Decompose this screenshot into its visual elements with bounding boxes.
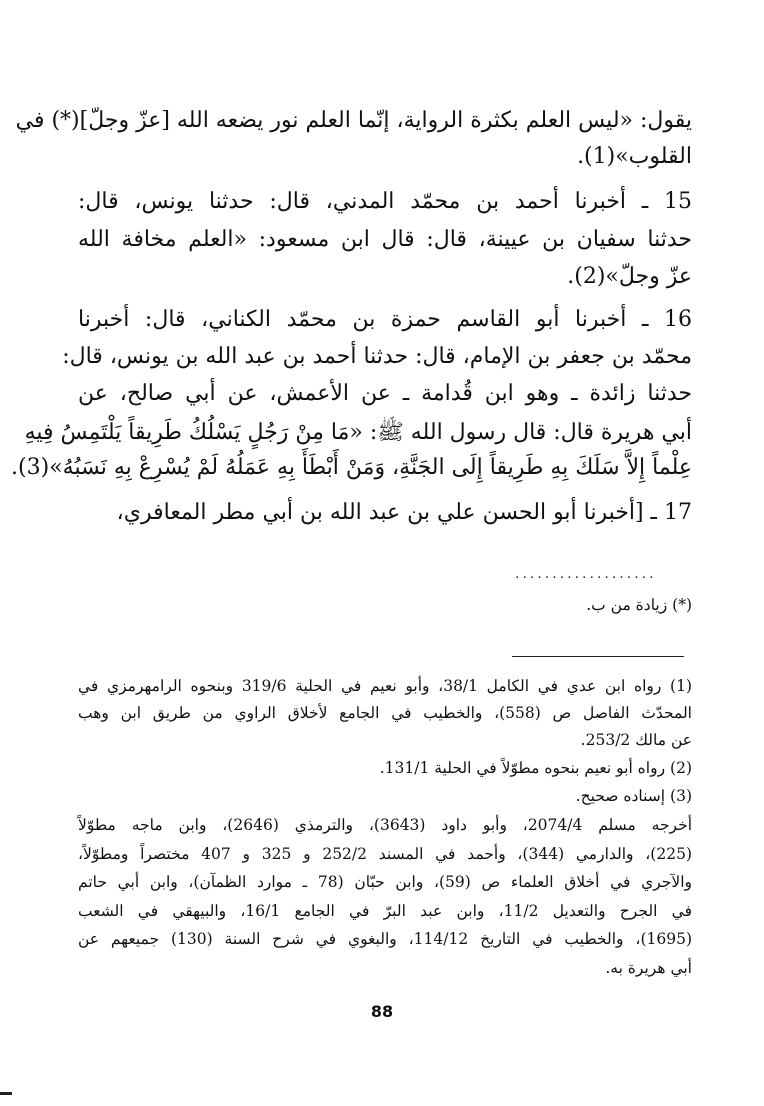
page-number: 88 [370, 1002, 394, 1021]
footnote-line: (2) رواه أبو نعيم بنحوه مطوّلاً في الحلية 131/1. [379, 759, 692, 777]
footnote-line: (1) رواه ابن عدي في الكامل 38/1، وأبو نعيم في الحلية 319/6 وبنحوه الرامهرمزي في [78, 677, 693, 695]
body-line-8: حدثنا زائدة ـ وهو ابن قُدامة ـ عن الأعمش، عن أبي صالح، عن [78, 381, 692, 406]
hadith-15-heading: 15 ـ أخبرنا أحمد بن محمّد المدني، قال: حدثنا يونس، قال: [78, 189, 692, 214]
separator-dots: ................... [515, 566, 657, 582]
footnote-line: أبي هريرة به. [605, 959, 692, 977]
footnote-line: عن مالك 253/2. [580, 731, 692, 749]
body-line-10: عِلْماً إِلاَّ سَلَكَ بِهِ طَرِيقاً إِلَى الجَنَّةِ، وَمَنْ أَبْطَأَ بِهِ عَمَلُهُ لَمْ يُسْرِعْ بِهِ نَسَبُهُ»(3). [11, 455, 692, 480]
footnote-line: (225)، والدارمي (344)، وأحمد في المسند 252/2 و 325 و 407 مختصراً ومطوّلاً، [78, 845, 692, 863]
footnote-line: والآجري في أخلاق العلماء ص (59)، وابن حبّان (78 ـ موارد الظمآن)، وابن أبي حاتم [78, 873, 692, 891]
body-line-9: أبي هريرة قال: قال رسول الله ﷺ: «مَا مِنْ رَجُلٍ يَسْلُكُ طَرِيقاً يَلْتَمِسُ فِيهِ [24, 420, 692, 445]
body-line-1: يقول: «ليس العلم بكثرة الرواية، إنّما العلم نور يضعه الله [عزّ وجلّ](*) في [15, 108, 692, 133]
body-line-7: محمّد بن جعفر بن الإمام، قال: حدثنا أحمد بن عبد الله بن يونس، قال: [62, 344, 692, 369]
footnote-line: المحدّث الفاصل ص (558)، والخطيب في الجامع لأخلاق الراوي من طريق ابن وهب [78, 704, 692, 722]
footnote-line: في الجرح والتعديل 11/2، وابن عبد البرّ في الجامع 16/1، والبيهقي في الشعب [78, 902, 692, 920]
body-line-4: حدثنا سفيان بن عيينة، قال: قال ابن مسعود: «العلم مخافة الله [78, 227, 692, 252]
body-line-5: عزّ وجلّ»(2). [567, 264, 692, 289]
footnote-line: (3) إسناده صحيح. [575, 787, 692, 805]
body-line-2: القلوب»(1). [577, 144, 692, 169]
footnote-line: (1695)، والخطيب في التاريخ 114/12، والبغوي في شرح السنة (130) جميعهم عن [78, 930, 693, 948]
hadith-17-heading: 17 ـ [أخبرنا أبو الحسن علي بن عبد الله بن أبي مطر المعافري، [116, 500, 692, 525]
footnote-rule [512, 656, 684, 657]
scan-edge-mark [0, 1092, 12, 1095]
footnote-line: أخرجه مسلم 2074/4، وأبو داود (3643)، والترمذي (2646)، وابن ماجه مطوّلاً [78, 816, 692, 834]
star-note: (*) زيادة من ب. [586, 596, 692, 614]
hadith-16-heading: 16 ـ أخبرنا أبو القاسم حمزة بن محمّد الكناني، قال: أخبرنا [78, 307, 692, 332]
